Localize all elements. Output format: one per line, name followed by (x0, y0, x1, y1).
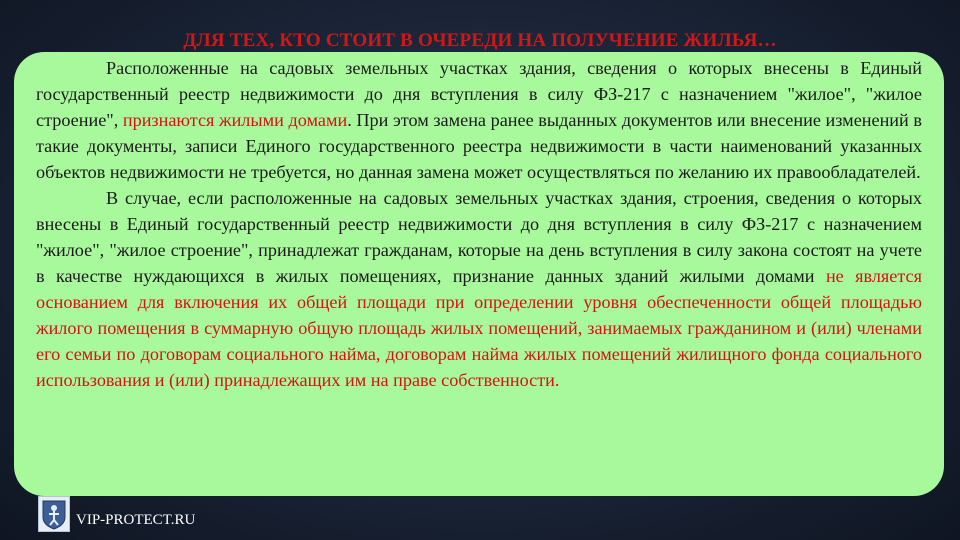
paragraph-2-highlight: не является основанием для включения их общей площади при определении уровня обеспеченности общей площадью жилого помещения в суммарную общую площадь жилых помещений, занимаемых гражданином и (или) членами его семьи по договорам социального найма, договорам найма жилых помещений жилищного фонда социального использования и (или) принадлежащих им на праве собственности. (36, 266, 922, 390)
content-box (14, 52, 944, 496)
paragraph-1-highlight: признаются жилыми домами (122, 110, 348, 130)
paragraph-1 (36, 55, 922, 185)
paragraph-2-text-start: В случае, если расположенные на садовых земельных участках здания, строения, сведения о которых внесены в Единый государственный реестр недвижимости до дня вступления в силу ФЗ-217 с назначением "жилое", "жилое строение", принадлежат гражданам, которые на день вступления в силу закона состоят на учете в качестве нуждающихся в жилых помещениях, признание данных зданий жилыми домами (36, 188, 922, 286)
paragraph-2 (36, 185, 922, 393)
paragraph-1-text-end: . При этом замена ранее выданных документов или внесение изменений в такие документы, записи Единого государственного реестра недвижимости в части наименований указанных объектов недвижимости не требуется, но данная замена может осуществляться по желанию их правообладателей. (36, 110, 922, 182)
paragraph-1-text-start: Расположенные на садовых земельных участках здания, сведения о которых внесены в Единый государственный реестр недвижимости до дня вступления в силу ФЗ-217 с назначением "жилое", "жилое строение", (36, 58, 922, 130)
slide-title: ДЛЯ ТЕХ, КТО СТОИТ В ОЧЕРЕДИ НА ПОЛУЧЕНИЕ ЖИЛЬЯ… (183, 30, 777, 51)
site-link[interactable]: VIP-PROTECT.RU (76, 511, 196, 528)
shield-figure-icon (38, 496, 70, 532)
footer (38, 496, 195, 532)
